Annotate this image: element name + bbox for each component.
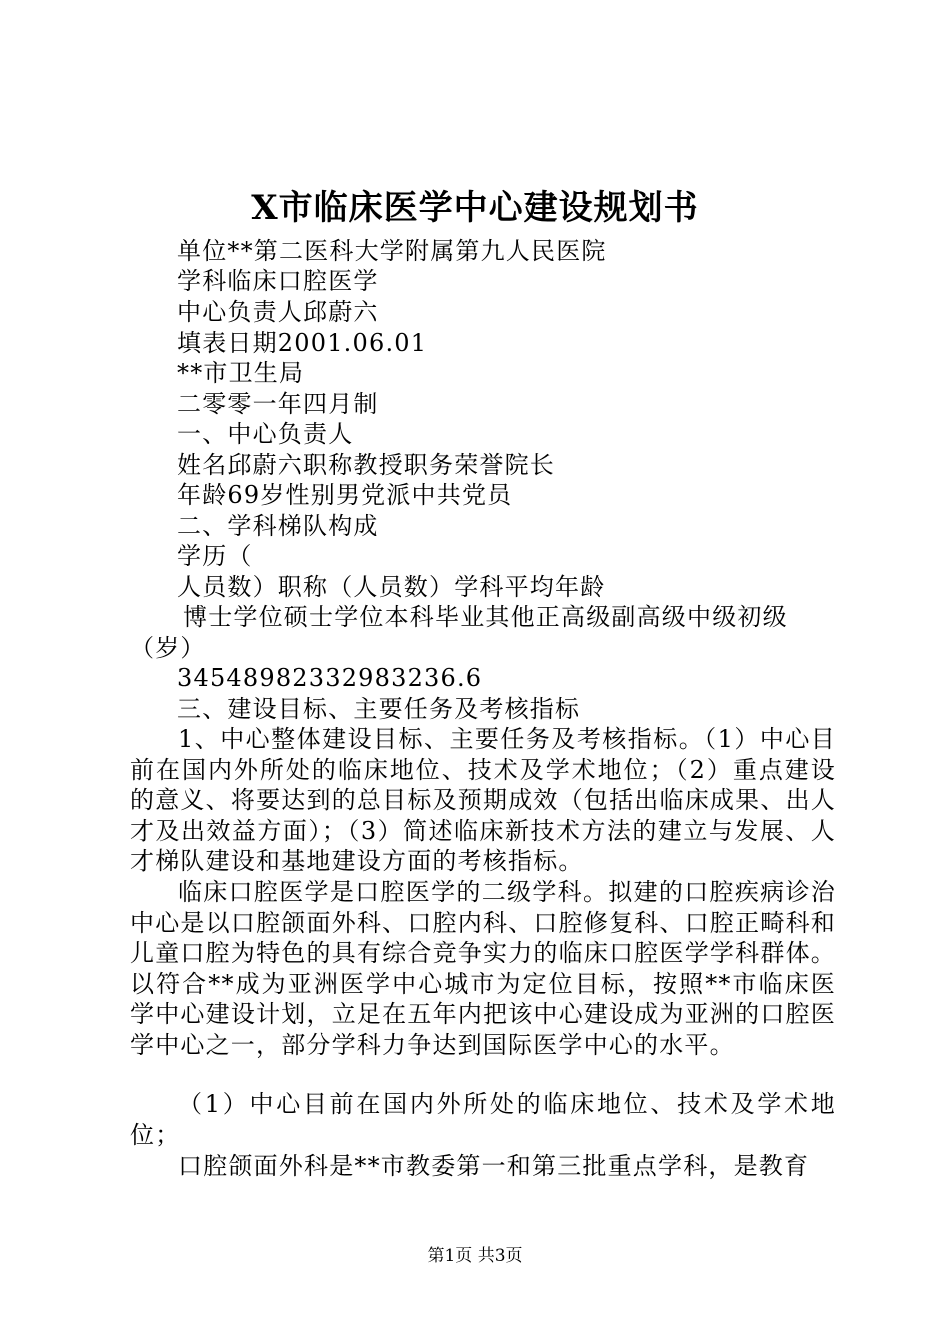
page-footer: 第1页 共3页 (427, 1246, 523, 1266)
team-values-line: 34548982332983236.6 (177, 664, 483, 692)
document-title: X市临床医学中心建设规划书 (251, 188, 699, 228)
team-degree-columns-line: 博士学位硕士学位本科毕业其他正高级副高级中级初级 (183, 603, 788, 631)
goals-paragraph: 1、中心整体建设目标、主要任务及考核指标。（1）中心目前在国内外所处的临床地位、技术及学术地位；（2）重点建设的意义、将要达到的总目标及预期成效（包括出临床成果、出人才及出效益方面）；（3）简述临床新技术方法的建立与发展、人才梯队建设和基地建设方面的考核指标。 (130, 725, 836, 875)
info-line-fill-date: 填表日期2001.06.01 (177, 329, 428, 357)
section-heading-team: 二、学科梯队构成 (177, 512, 379, 540)
discipline-overview-paragraph: 临床口腔医学是口腔医学的二级学科。拟建的口腔疾病诊治中心是以口腔颌面外科、口腔内科、口腔修复科、口腔正畸科和儿童口腔为特色的具有综合竞争实力的临床口腔医学学科群体。以符合**成为亚洲医学中心城市为定位目标，按照**市临床医学中心建设计划，立足在五年内把该中心建设成为亚洲的口腔医学中心之一，部分学科力争达到国际医学中心的水平。 (130, 878, 836, 1059)
team-education-line: 学历（ (177, 542, 253, 570)
info-line-authority: **市卫生局 (177, 359, 305, 387)
team-age-unit-line: （岁） (130, 634, 206, 662)
oral-surgery-paragraph: 口腔颌面外科是**市教委第一和第三批重点学科，是教育 (178, 1152, 810, 1180)
info-line-director: 中心负责人邱蔚六 (177, 298, 379, 326)
director-age-gender-line: 年龄69岁性别男党派中共党员 (177, 481, 513, 509)
director-name-title-line: 姓名邱蔚六职称教授职务荣誉院长 (177, 451, 555, 479)
info-line-discipline: 学科临床口腔医学 (177, 267, 379, 295)
team-columns-line: 人员数）职称（人员数）学科平均年龄 (177, 573, 606, 601)
section-heading-goals: 三、建设目标、主要任务及考核指标 (177, 695, 581, 723)
status-subheading-paragraph: （1）中心目前在国内外所处的临床地位、技术及学术地位； (130, 1090, 836, 1149)
info-line-unit: 单位**第二医科大学附属第九人民医院 (177, 237, 607, 265)
section-heading-director: 一、中心负责人 (177, 420, 354, 448)
info-line-issue-date: 二零零一年四月制 (177, 390, 379, 418)
